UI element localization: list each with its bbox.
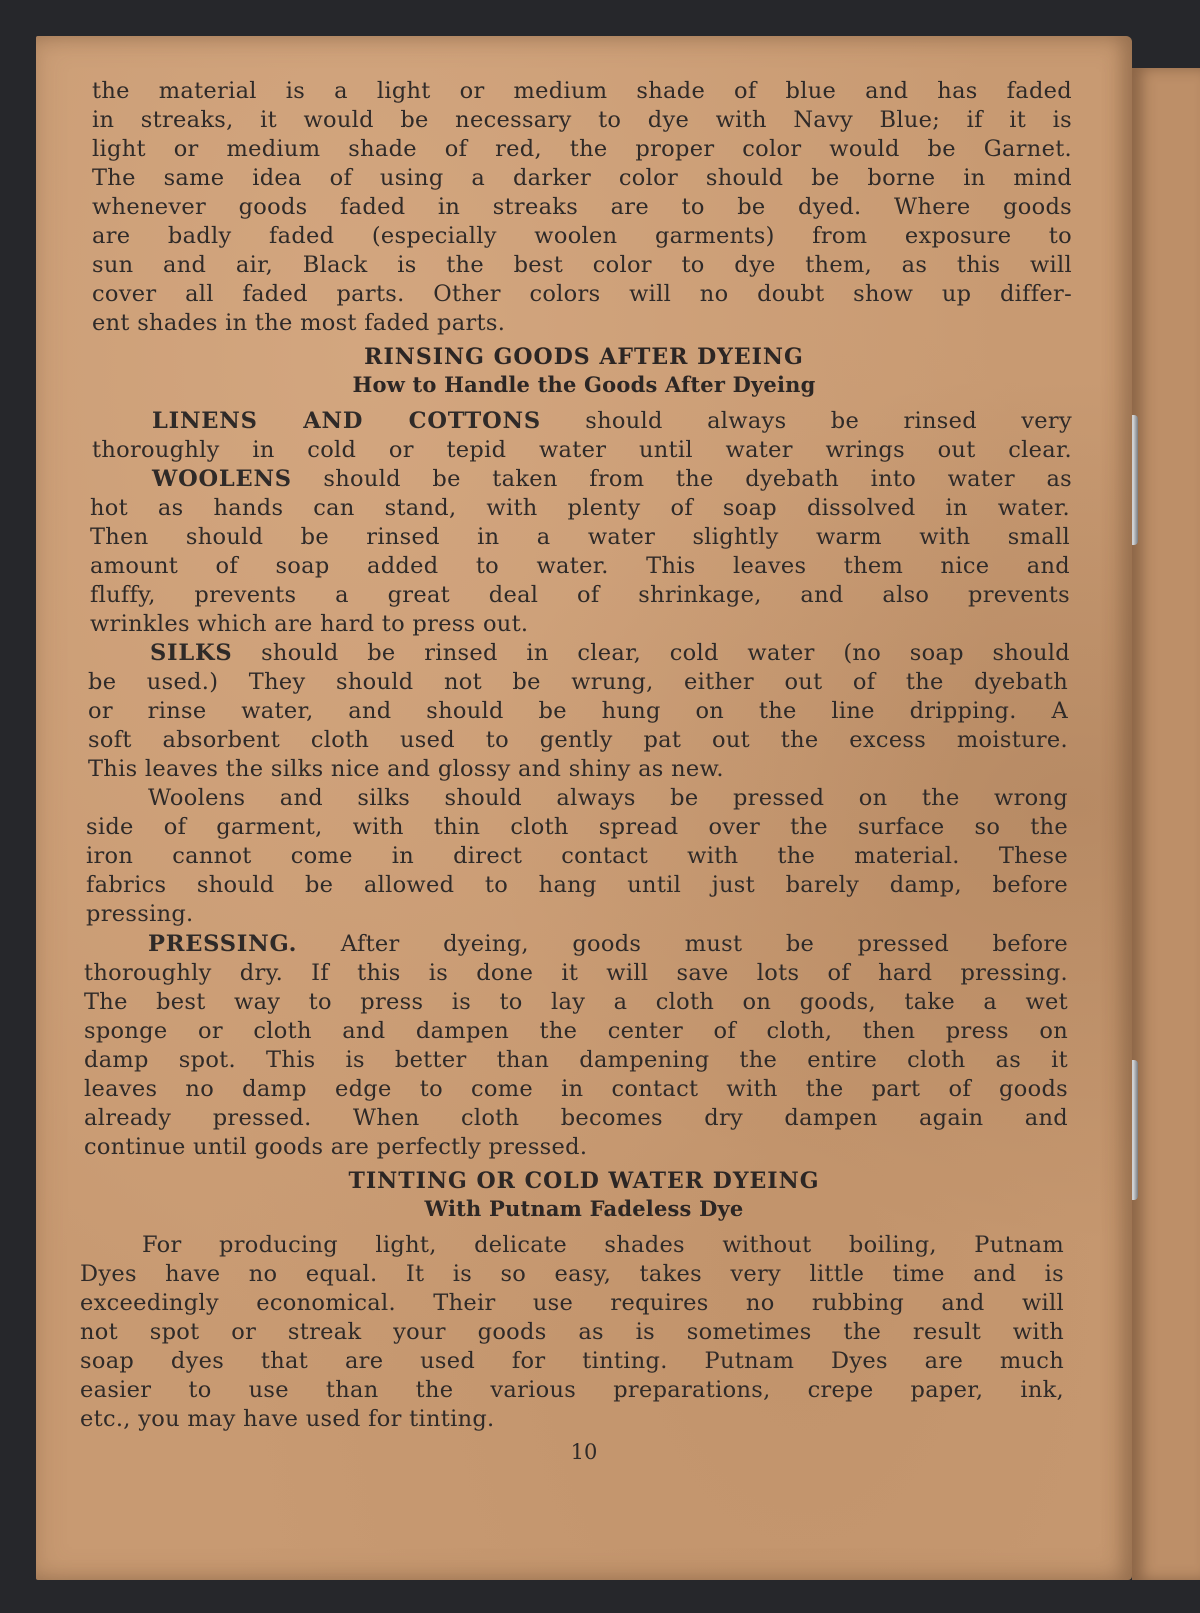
heading-rinsing: RINSING GOODS AFTER DYEING <box>364 344 804 370</box>
pressing-line-6: leaves no damp edge to come in contact with the part of goods <box>84 1076 1068 1102</box>
pressing-line-8: continue until goods are perfectly pressed. <box>84 1134 588 1160</box>
silks-text-1: should be rinsed in clear, cold water (no soap should <box>261 640 1070 666</box>
heading-tinting: TINTING OR COLD WATER DYEING <box>348 1168 820 1194</box>
woolens-label: WOOLENS <box>152 466 292 492</box>
silks-line-5: This leaves the silks nice and glossy and shiny as new. <box>88 756 724 782</box>
intro-line-4: The same idea of using a darker color should be borne in mind <box>92 165 1072 191</box>
tinting-line-4: not spot or streak your goods as is sometimes the result with <box>80 1319 1064 1345</box>
intro-line-7: sun and air, Black is the best color to dye them, as this will <box>92 252 1072 278</box>
pressing-note-line-2: side of garment, with thin cloth spread over the surface so the <box>86 814 1068 840</box>
woolens-line-4: amount of soap added to water. This leaves them nice and <box>90 553 1070 579</box>
intro-line-5: whenever goods faded in streaks are to be dyed. Where goods <box>92 194 1072 220</box>
intro-line-6: are badly faded (especially woolen garments) from exposure to <box>92 223 1072 249</box>
page-number: 10 <box>570 1440 598 1464</box>
tinting-line-2: Dyes have no equal. It is so easy, takes very little time and is <box>80 1261 1064 1287</box>
linens-line-1 <box>152 408 1072 434</box>
intro-line-9: ent shades in the most faded parts. <box>92 310 506 336</box>
tinting-line-5: soap dyes that are used for tinting. Putnam Dyes are much <box>80 1348 1064 1374</box>
linens-text-1: should always be rinsed very <box>585 408 1072 434</box>
intro-line-3: light or medium shade of red, the proper color would be Garnet. <box>92 136 1072 162</box>
tinting-line-3: exceedingly economical. Their use requires no rubbing and will <box>80 1290 1064 1316</box>
pressing-line-7: already pressed. When cloth becomes dry dampen again and <box>84 1105 1068 1131</box>
silks-line-1 <box>150 640 1070 666</box>
silks-line-3: or rinse water, and should be hung on the line dripping. A <box>88 698 1068 724</box>
intro-line-8: cover all faded parts. Other colors will no doubt show up differ- <box>92 281 1072 307</box>
page-text <box>36 36 1132 1580</box>
subheading-tinting: With Putnam Fadeless Dye <box>424 1196 744 1221</box>
silks-line-2: be used.) They should not be wrung, either out of the dyebath <box>88 669 1068 695</box>
woolens-line-6: wrinkles which are hard to press out. <box>90 611 529 637</box>
silks-line-4: soft absorbent cloth used to gently pat out the excess moisture. <box>88 727 1068 753</box>
linens-label: LINENS AND COTTONS <box>152 408 541 434</box>
pressing-line-3: The best way to press is to lay a cloth on goods, take a wet <box>84 989 1068 1015</box>
pressing-line-2: thoroughly dry. If this is done it will save lots of hard pressing. <box>84 960 1068 986</box>
pressing-text-1: After dyeing, goods must be pressed before <box>340 931 1068 957</box>
pressing-note-line-4: fabrics should be allowed to hang until just barely damp, before <box>86 872 1068 898</box>
linens-line-2: thoroughly in cold or tepid water until water wrings out clear. <box>92 437 1072 463</box>
intro-line-2: in streaks, it would be necessary to dye with Navy Blue; if it is <box>92 107 1072 133</box>
woolens-line-1 <box>152 466 1072 492</box>
pressing-note-line-1: Woolens and silks should always be pressed on the wrong <box>148 785 1068 811</box>
woolens-line-5: fluffy, prevents a great deal of shrinkage, and also prevents <box>90 582 1070 608</box>
pressing-line-1 <box>148 931 1068 957</box>
intro-line-1: the material is a light or medium shade of blue and has faded <box>92 78 1072 104</box>
tinting-line-6: easier to use than the various preparations, crepe paper, ink, <box>80 1377 1064 1403</box>
pressing-note-line-3: iron cannot come in direct contact with the material. These <box>86 843 1068 869</box>
silks-label: SILKS <box>150 640 233 666</box>
tinting-line-7: etc., you may have used for tinting. <box>80 1406 495 1432</box>
adjacent-page-edge <box>1132 68 1200 1580</box>
woolens-line-3: Then should be rinsed in a water slightly warm with small <box>90 524 1070 550</box>
pressing-label: PRESSING. <box>148 931 298 957</box>
booklet-page <box>36 36 1132 1580</box>
woolens-text-1: should be taken from the dyebath into water as <box>323 466 1073 492</box>
subheading-rinsing: How to Handle the Goods After Dyeing <box>352 372 816 397</box>
tinting-line-1: For producing light, delicate shades without boiling, Putnam <box>142 1232 1064 1258</box>
pressing-note-line-5: pressing. <box>86 901 194 927</box>
pressing-line-5: damp spot. This is better than dampening the entire cloth as it <box>84 1047 1068 1073</box>
woolens-line-2: hot as hands can stand, with plenty of soap dissolved in water. <box>90 495 1070 521</box>
pressing-line-4: sponge or cloth and dampen the center of cloth, then press on <box>84 1018 1068 1044</box>
